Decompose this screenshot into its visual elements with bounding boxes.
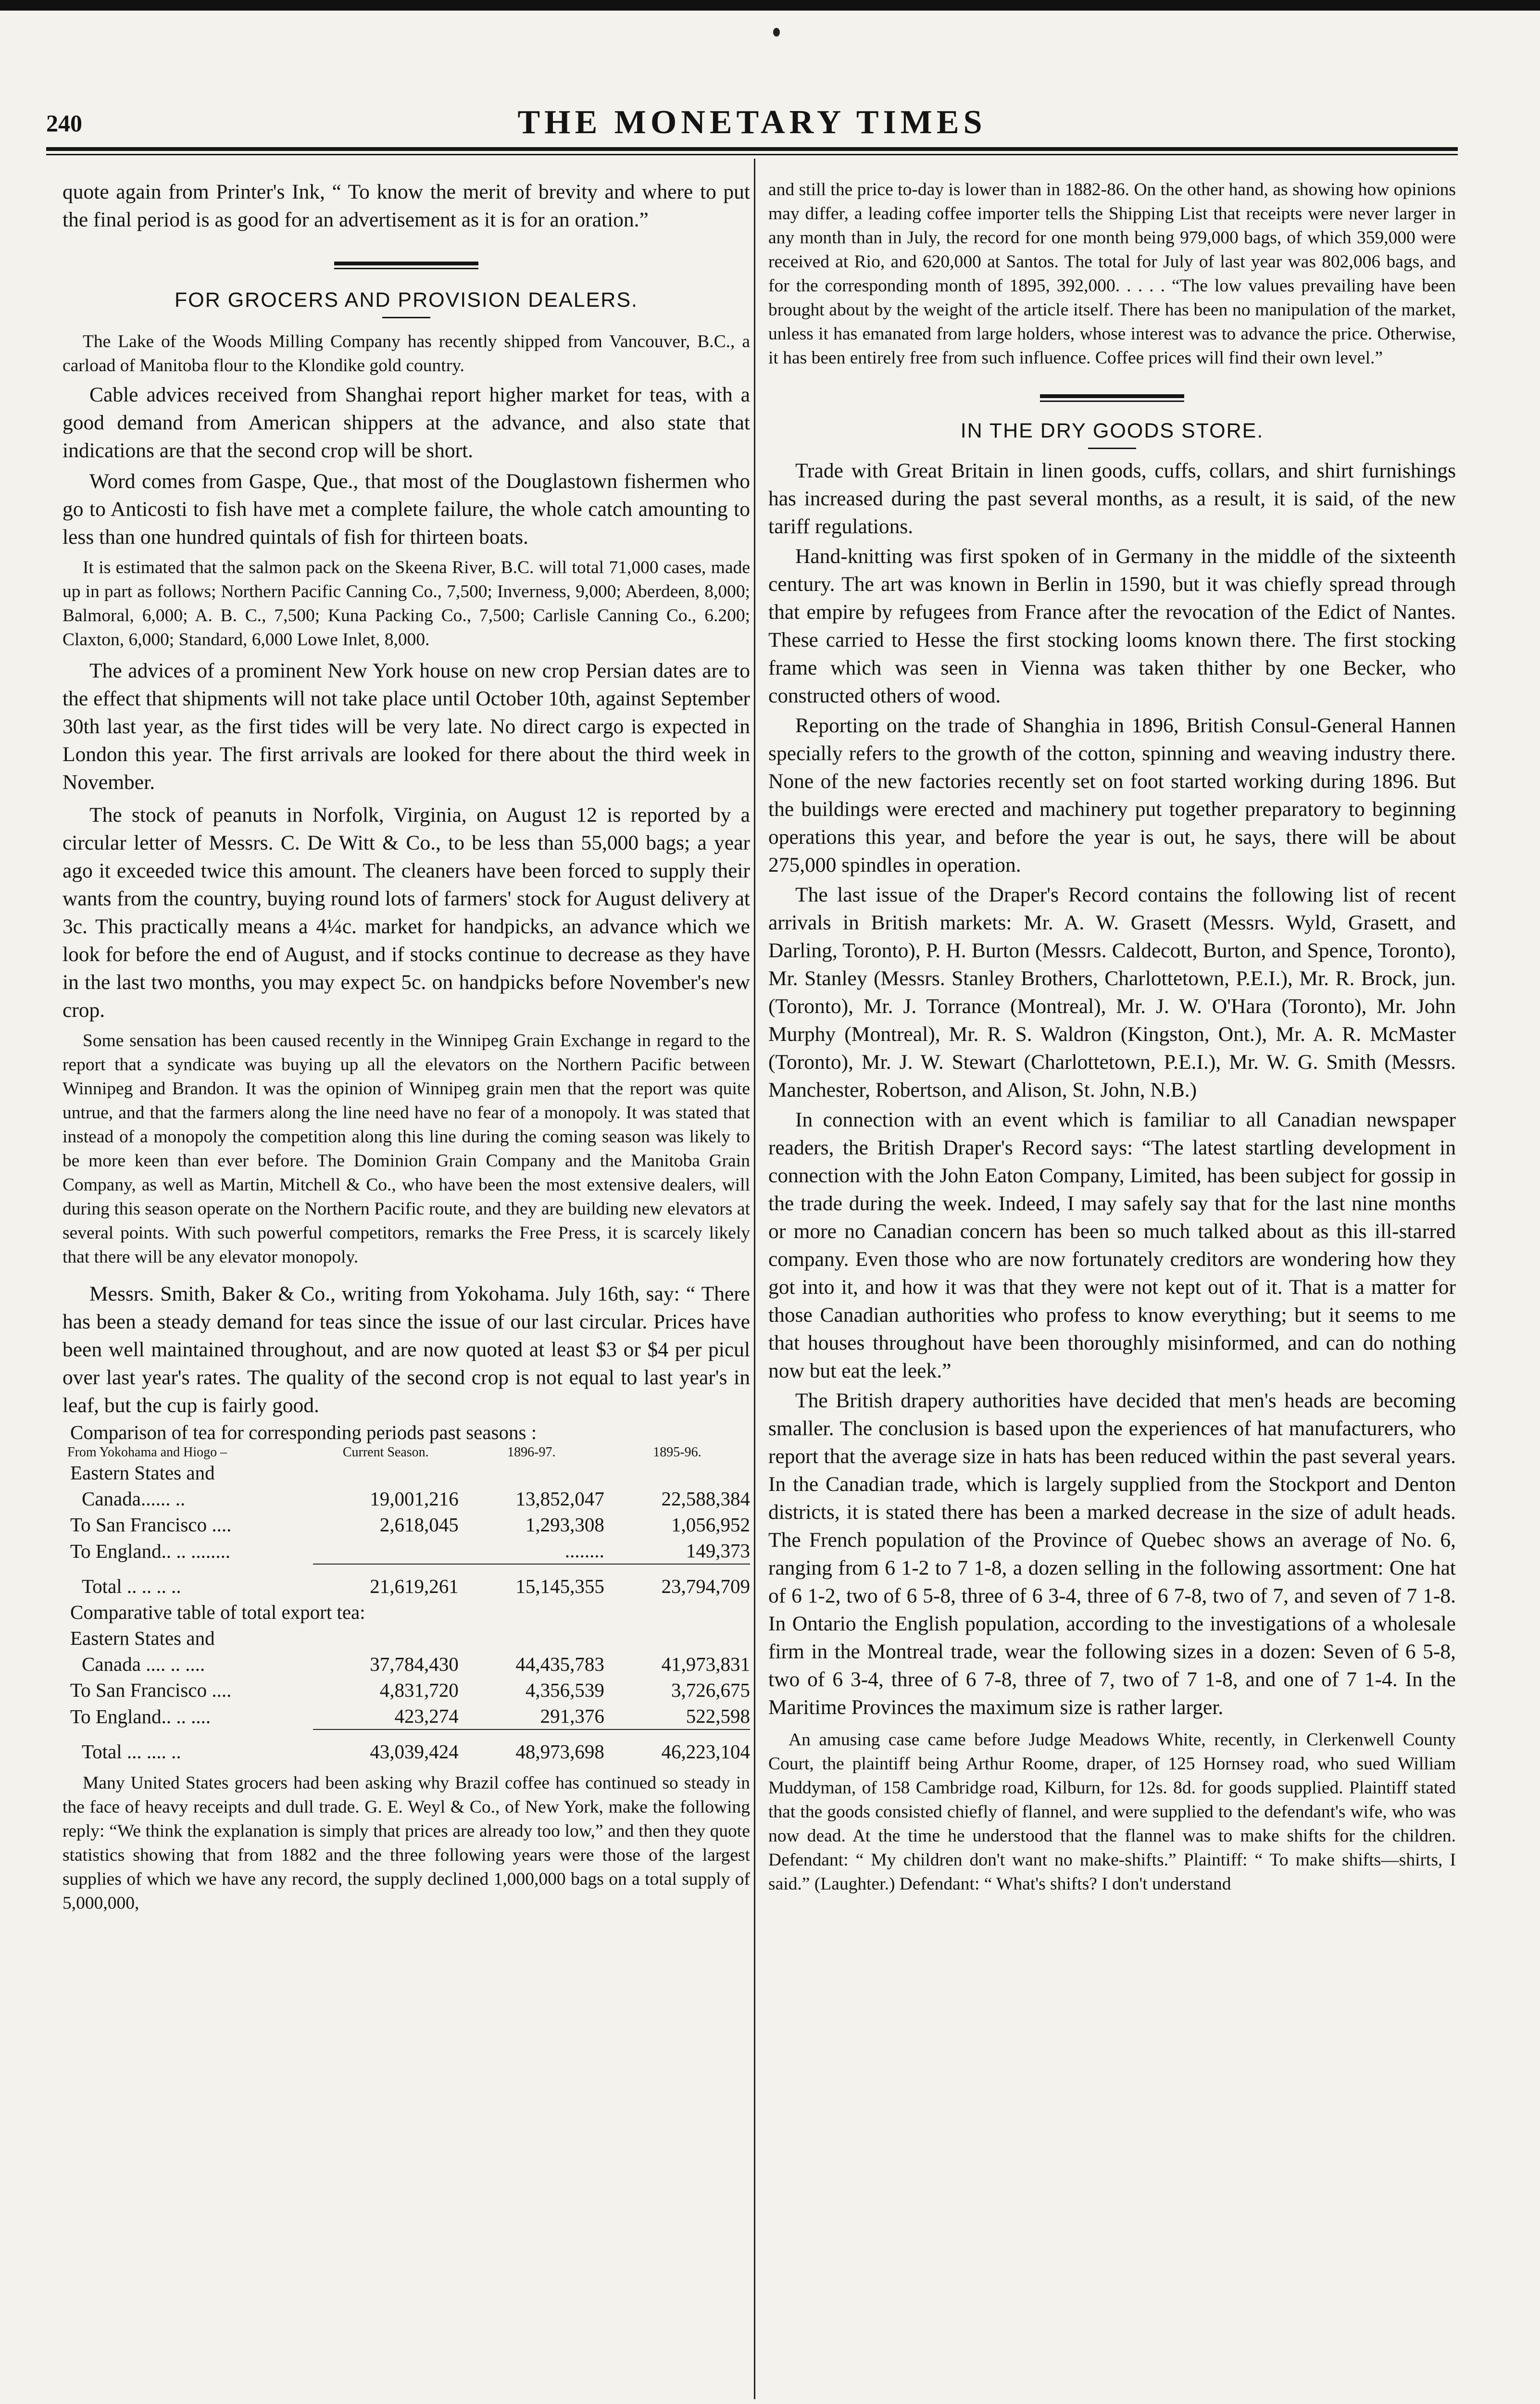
comparative-caption: Comparative table of total export tea: [70,1601,365,1623]
top-center-mark [773,28,780,37]
item-hand-knitting: Hand-knitting was first spoken of in Germany in the middle of the sixteenth century. The art was known in Berlin in 1590, but it was chiefly spread through that empire by refugees from France after the revocation of the Edict of Nantes. These carried to Hesse the first stocking looms known there. The first stocking frame which was seen in Vienna was taken thither by one Becker, who constructed others of wood. [768,545,1456,707]
cell-value: 1,056,952 [671,1514,750,1536]
row-label: Total ... .... .. [82,1740,181,1763]
cell-value: 44,435,783 [515,1653,604,1675]
col-header-1895: 1895-96. [653,1445,701,1460]
cell-value [313,1538,459,1564]
item-hat-sizes: The British drapery authorities have decided that men's heads are becoming smaller. The conclusion is based upon the experiences of hat manufacturers, who report that the average size in hats has been reduced within the past several years. In the Canadian trade, which is largely supplied from the Stockport and Denton districts, it is stated there has been a marked decrease in the size of adult heads. The French population of the Province of Quebec shows an average of No. 6, ranging from 6 1-2 to 7 1-8, a dozen selling in the following assortment: One hat of 6 1-2, two of 6 5-8, three of 6 3-4, three of 6 7-8, two of 7, and seven of 7 1-8. In Ontario the English population, according to the investigations of a wholesale firm in the Montreal trade, wear the following sizes in a dozen: Seven of 6 5-8, two of 6 3-4, three of 6 7-8, three of 7, two of 7 1-8, and one of 7 1-4. In the Maritime Provinces the maximum size is rather larger. [768,1389,1456,1719]
cell-value: 15,145,355 [515,1575,604,1597]
cell-value: 19,001,216 [370,1488,459,1510]
table-row [63,1703,750,1729]
column-divider [754,159,755,2399]
item-drapers-record-arrivals: The last issue of the Draper's Record contains the following list of recent arrivals in British markets: Mr. A. W. Grasett (Messrs. Wyld, Grasett, and Darling, Toronto), P. H. Burton (Messrs. Caldecott, Burton, and Spence, Toronto), Mr. Stanley (Messrs. Stanley Brothers, Charlottetown, P.E.I.), Mr. R. Brock, jun. (Toronto), Mr. J. Torrance (Montreal), Mr. J. W. O'Hara (Toronto), Mr. John Murphy (Montreal), Mr. R. S. Waldron (Kingston, Ont.), Mr. A. R. McMaster (Toronto), Mr. J. W. Stewart (Charlottetown, P.E.I.), Mr. W. G. Smith (Messrs. Manchester, Robertson, and Alison, St. John, N.B.) [768,883,1456,1102]
row-group-label: Eastern States and [70,1462,215,1484]
page-header [46,103,1458,142]
col-header-current: Current Season. [342,1445,429,1460]
table-total-row [63,1564,750,1599]
table-row [63,1599,750,1625]
cell-value: ........ [459,1538,604,1564]
table-header-row [63,1445,750,1460]
item-yokohama-teas: Messrs. Smith, Baker & Co., writing from Yokohama. July 16th, say: “ There has been a steady demand for teas since the issue of our last circular. Prices have been well maintained throughout, and are now quoted at least $3 or $4 per picul over last year's rates. The quality of the second crop is not equal to last year's in leaf, but the cup is fairly good. [63,1282,750,1417]
cell-value: 1,293,308 [525,1514,604,1536]
col-header-from: From Yokohama and Hiogo – [67,1445,227,1460]
cell-value: 291,376 [459,1703,604,1729]
row-label: To San Francisco .... [70,1514,232,1536]
item-norfolk-peanuts: The stock of peanuts in Norfolk, Virginia, on August 12 is reported by a circular letter of Messrs. C. De Witt & Co., to be less than 55,000 bags; a year ago it exceeded twice this amount. The cleaners have been forced to supply their wants from the country, buying round lots of farmers' stock for August delivery at 3c. This practically means a 4¼c. market for handpicks, an advance which we look for before the end of August, and if stocks continue to decrease as they have in the last two months, you may expect 5c. on handpicks before November's new crop. [63,803,750,1022]
table-row [63,1486,750,1512]
section-cut-rule [334,262,478,269]
table-total-row [63,1729,750,1765]
cell-value: 22,588,384 [661,1488,750,1510]
table-row [63,1512,750,1538]
cell-value: 2,618,045 [379,1514,459,1536]
table-row [63,1677,750,1703]
item-shanghai-teas: Cable advices received from Shanghai report higher market for teas, with a good demand from American shippers at the advance, and also state that indications are that the second crop will be short. [63,383,750,462]
row-label: To England.. .. .... [70,1705,211,1728]
item-winnipeg-grain: Some sensation has been caused recently in the Winnipeg Grain Exchange in regard to the report that a syndicate was buying up all the elevators on the Northern Pacific between Winnipeg and Brandon. It was the opinion of Winnipeg grain men that the report was quite untrue, and that the farmers along the line need have no fear of a monopoly. It was stated that instead of a monopoly the competition along this line during the coming season was likely to be more keen than ever before. The Dominion Grain Company and the Manitoba Grain Company, as well as Martin, Mitchell & Co., who have been the most extensive dealers, will during this season operate on the Northern Pacific route, and they are building new elevators at several points. With such powerful competitors, remarks the Free Press, it is scarcely likely that there will be any elevator monopoly. [63,1031,750,1267]
section-cut-rule [1040,394,1184,402]
cell-value: 4,831,720 [379,1679,459,1701]
cell-value: 37,784,430 [370,1653,459,1675]
cell-value: 423,274 [313,1703,459,1729]
coffee-continuation: and still the price to-day is lower than in 1882-86. On the other hand, as showing how opinions may differ, a leading coffee importer tells the Shipping List that receipts were never larger in any month than in July, the record for one month being 979,000 bags, of which 359,000 were received at Rio, and 620,000 at Santos. The total for July of last year was 802,006 bags, and for the corresponding month of 1895, 392,000. . . . . “The low values prevailing have been brought about by the weight of the article itself. There has been no manipulation of the market, unless it has emanated from large holders, whose interest was to advance the price. Otherwise, it has been entirely free from such influence. Coffee prices will find their own level.” [768,180,1456,368]
top-edge-band [0,0,1540,11]
cell-value: 13,852,047 [515,1488,604,1510]
cell-value: 149,373 [604,1538,750,1564]
left-column [63,178,750,2399]
cell-value: 522,598 [604,1703,750,1729]
article-intro-continuation: quote again from Printer's Ink, “ To know the merit of brevity and where to put the final period is as good for an advertisement as it is for an oration.” [63,180,750,231]
item-gaspe-fishermen: Word comes from Gaspe, Que., that most of the Douglastown fishermen who go to Anticosti to fish have met a complete failure, the whole catch amounting to less than one hundred quintals of fish for thirteen boats. [63,470,750,549]
cell-value: 4,356,539 [525,1679,604,1701]
item-brazil-coffee: Many United States grocers had been asking why Brazil coffee has continued so steady in the face of heavy receipts and dull trade. G. E. Weyl & Co., of New York, make the following reply: “We think the explanation is simply that prices are already too low,” and then they quote statistics showing that from 1882 and the three following years were those of the largest supplies of which we have any record, the supply declined 1,000,000 bags on a total supply of 5,000,000, [63,1773,750,1913]
table-row [63,1538,750,1564]
item-linen-trade: Trade with Great Britain in linen goods, cuffs, collars, and shirt furnishings has increased during the past several months, as a result, it is said, of the new tariff regulations. [768,459,1456,538]
cell-value: 21,619,261 [370,1575,459,1597]
header-rule-thin [46,154,1458,155]
tea-comparison-table [63,1445,750,1765]
cell-value: 48,973,698 [515,1740,604,1763]
row-label: To England.. .. ........ [70,1540,231,1562]
table-row [63,1460,750,1486]
item-clerkenwell-case: An amusing case came before Judge Meadows White, recently, in Clerkenwell County Court, the plaintiff being Arthur Roome, draper, of 125 Hornsey road, who sued William Muddyman, of 158 Cambridge road, Kilburn, for 12s. 8d. for goods supplied. Plaintiff stated that the goods consisted chiefly of flannel, and were supplied to the defendant's wife, who was now dead. At the time he understood that the flannel was to make shifts for the children. Defendant: “ My children don't want no make-shifts.” Plaintiff: “ To make shifts—shirts, I said.” (Laughter.) Defendant: “ What's shifts? I don't understand [768,1730,1456,1894]
row-group-label: Eastern States and [70,1627,215,1649]
item-john-eaton-company: In connection with an event which is familiar to all Canadian newspaper readers, the British Draper's Record says: “The latest startling development in connection with the John Eaton Company, Limited, has been subject for gossip in the trade during the week. Indeed, I may safely say that for the last nine months or more no Canadian concern has been so much talked about as this ill-starred company. Even those who are now fortunately creditors are wondering how they got into it, and how it was that they were not kept out of it. That is a matter for those Canadian authorities who profess to know everything; but it seems to me that houses throughout have been thoroughly misinformed, and can do nothing now but eat the leek.” [768,1108,1456,1382]
cell-value: 23,794,709 [661,1575,750,1597]
row-label: Canada...... .. [82,1488,186,1510]
page-title: THE MONETARY TIMES [517,104,987,141]
item-skeena-salmon: It is estimated that the salmon pack on the Skeena River, B.C. will total 71,000 cases, made up in part as follows; Northern Pacific Canning Co., 7,500; Inverness, 9,000; Aberdeen, 8,000; Balmoral, 6,000; A. B. C., 7,500; Kuna Packing Co., 7,500; Carlisle Canning Co., 6.200; Claxton, 6,000; Standard, 6,000 Lowe Inlet, 8,000. [63,558,750,650]
cell-value: 46,223,104 [661,1740,750,1763]
row-label: To San Francisco .... [70,1679,232,1701]
item-persian-dates: The advices of a prominent New York house on new crop Persian dates are to the effect that shipments will not take place until October 10th, against September 30th last year, as the first tides will be very late. No direct cargo is expected in London this year. The first arrivals are looked for there about the third week in November. [63,659,750,794]
section-heading-dry-goods: IN THE DRY GOODS STORE. [960,419,1264,442]
row-label: Total .. .. .. .. [82,1575,181,1597]
cell-value: 41,973,831 [661,1653,750,1675]
cell-value: 3,726,675 [671,1679,750,1701]
table-row [63,1651,750,1677]
cell-value: 43,039,424 [370,1740,459,1763]
right-column [768,178,1456,2399]
page-number: 240 [46,110,82,137]
row-label: Canada .... .. .... [82,1653,205,1675]
item-lake-of-the-woods: The Lake of the Woods Milling Company has recently shipped from Vancouver, B.C., a carload of Manitoba flour to the Klondike gold country. [63,332,750,376]
section-heading-grocers: FOR GROCERS AND PROVISION DEALERS. [174,288,638,312]
col-header-1896: 1896-97. [507,1445,556,1460]
tea-table-caption: Comparison of tea for corresponding periods past seasons : [70,1421,537,1443]
header-rule-thick [46,147,1458,151]
table-row [63,1625,750,1651]
item-shanghai-cotton: Reporting on the trade of Shanghia in 1896, British Consul-General Hannen specially refers to the growth of the cotton, spinning and weaving industry there. None of the new factories recently set on foot started working during 1896. But the buildings were erected and machinery put together preparatory to beginning operations this year, and before the year is out, he says, there will be about 275,000 spindles in operation. [768,714,1456,876]
